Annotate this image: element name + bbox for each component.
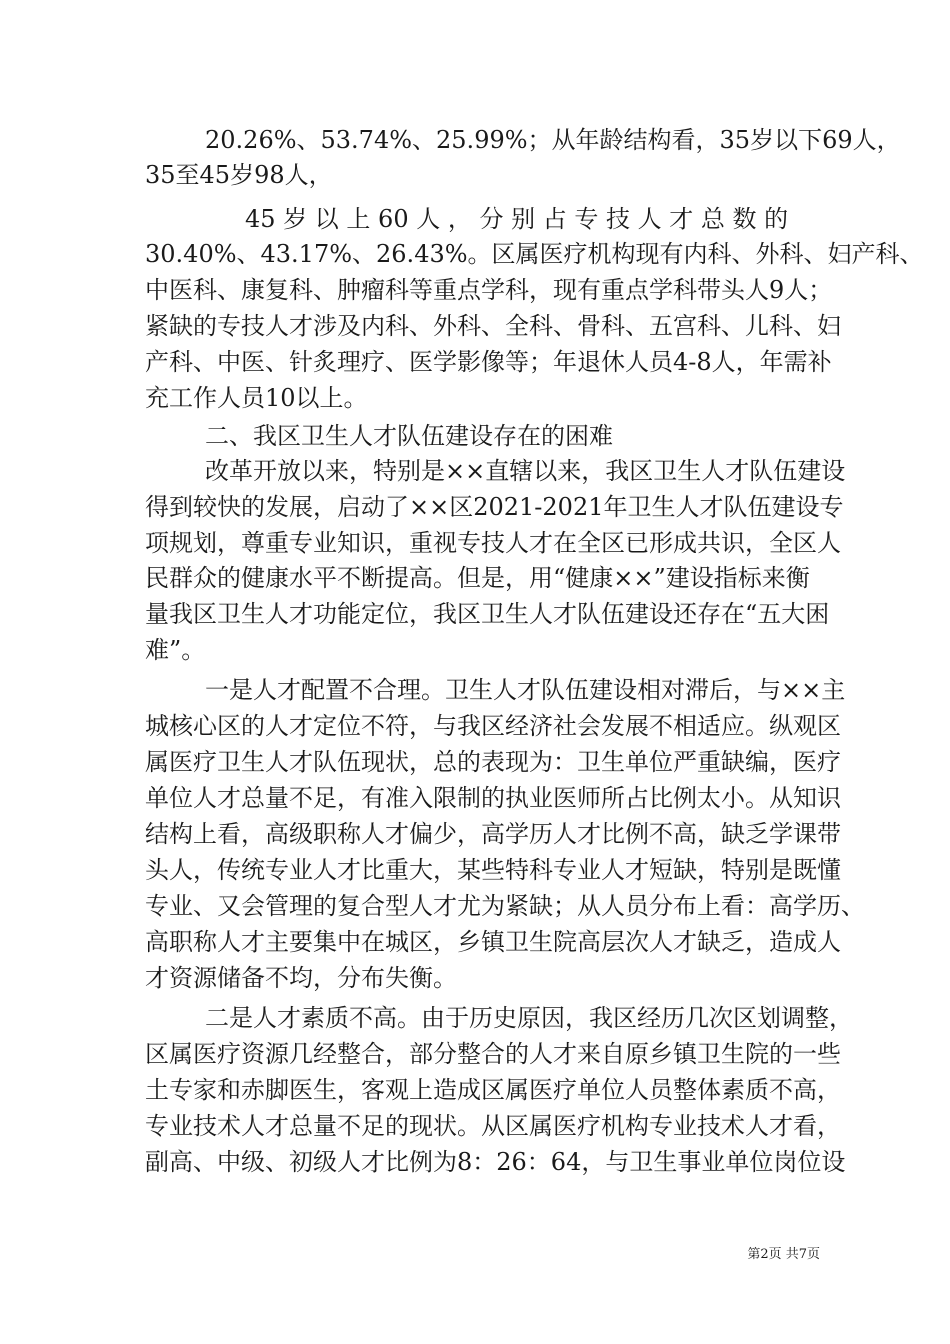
text-line: 专业、又会管理的复合型人才尤为紧缺；从人员分布上看：高学历、 [145,892,865,920]
text-line: 得到较快的发展，启动了××区2021-2021年卫生人才队伍建设专 [145,493,844,521]
text-line: 改革开放以来，特别是××直辖以来，我区卫生人才队伍建设 [205,457,846,485]
text-line: 充工作人员10以上。 [145,384,368,412]
text-line: 45 岁 以 上 60 人 ， 分 别 占 专 技 人 才 总 数 的 [245,205,789,233]
text-line: 民群众的健康水平不断提高。但是，用“健康××”建设指标来衡 [145,564,810,592]
section-heading: 二、我区卫生人才队伍建设存在的困难 [205,422,613,450]
page-number: 第2页 共7页 [747,1247,820,1262]
text-line: 20.26%、53.74%、25.99%；从年龄结构看，35岁以下69人， [205,126,901,154]
text-line: 二是人才素质不高。由于历史原因，我区经历几次区划调整， [205,1004,853,1032]
text-line: 量我区卫生人才功能定位，我区卫生人才队伍建设还存在“五大困 [145,600,830,628]
text-line: 头人，传统专业人才比重大，某些特科专业人才短缺，特别是既懂 [145,856,841,884]
text-line: 专业技术人才总量不足的现状。从区属医疗机构专业技术人才看， [145,1112,841,1140]
text-line: 区属医疗资源几经整合，部分整合的人才来自原乡镇卫生院的一些 [145,1040,841,1068]
text-line: 单位人才总量不足，有准入限制的执业医师所占比例太小。从知识 [145,784,841,812]
text-line: 土专家和赤脚医生，客观上造成区属医疗单位人员整体素质不高， [145,1076,841,1104]
text-line: 属医疗卫生人才队伍现状，总的表现为：卫生单位严重缺编，医疗 [145,748,841,776]
text-line: 才资源储备不均，分布失衡。 [145,964,457,992]
text-line: 产科、中医、针炙理疗、医学影像等；年退休人员4-8人，年需补 [145,348,832,376]
text-line: 30.40%、43.17%、26.43%。区属医疗机构现有内科、外科、妇产科、 [145,240,924,268]
text-line: 35至45岁98人， [145,161,333,189]
text-line: 结构上看，高级职称人才偏少，高学历人才比例不高，缺乏学课带 [145,820,841,848]
text-line: 难”。 [145,636,206,664]
text-line: 一是人才配置不合理。卫生人才队伍建设相对滞后，与××主 [205,676,846,704]
text-line: 紧缺的专技人才涉及内科、外科、全科、骨科、五宫科、儿科、妇 [145,312,841,340]
text-line: 城核心区的人才定位不符，与我区经济社会发展不相适应。纵观区 [145,712,841,740]
text-line: 副高、中级、初级人才比例为8：26：64，与卫生事业单位岗位设 [145,1148,846,1176]
text-line: 高职称人才主要集中在城区，乡镇卫生院高层次人才缺乏，造成人 [145,928,841,956]
text-line: 项规划，尊重专业知识，重视专技人才在全区已形成共识，全区人 [145,529,841,557]
text-line: 中医科、康复科、肿瘤科等重点学科，现有重点学科带头人9人； [145,276,833,304]
